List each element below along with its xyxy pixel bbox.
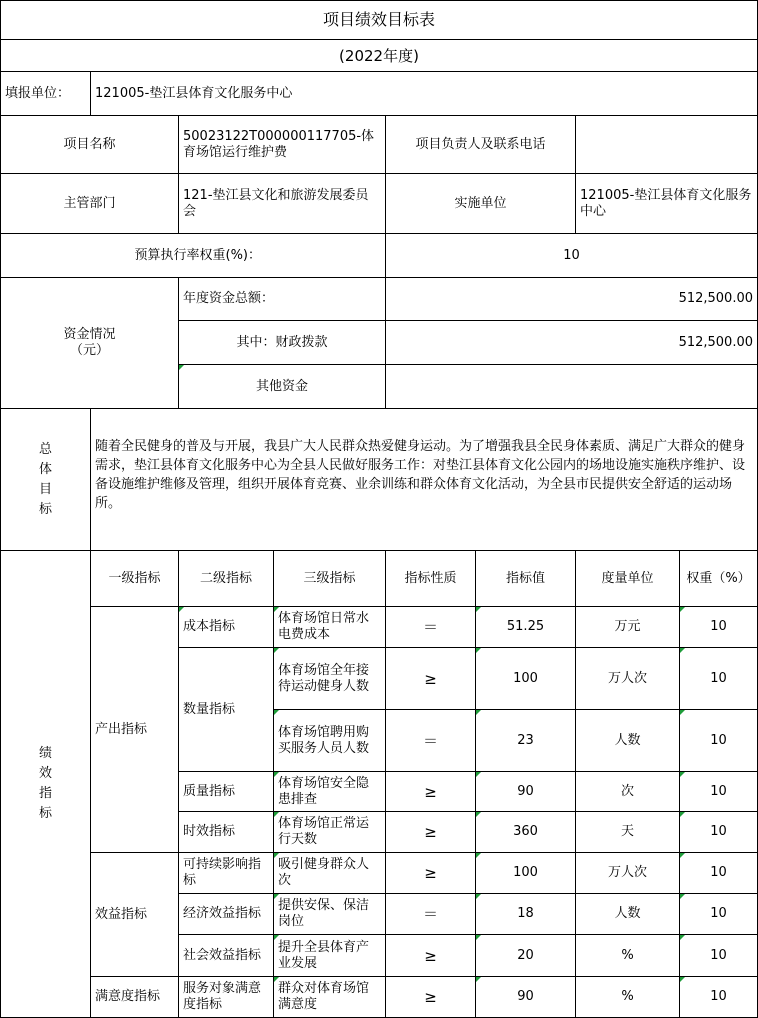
row-unit: 人数 [576, 894, 680, 935]
row-weight: 10 [680, 935, 758, 977]
level2-economic: 经济效益指标 [179, 894, 274, 935]
project-name-value: 50023122T000000117705-体育场馆运行维护费 [179, 116, 386, 174]
row-weight: 10 [680, 812, 758, 853]
performance-indicator-char-1: 绩 [38, 746, 52, 761]
row-value: 20 [476, 935, 576, 977]
funds-other-value [386, 365, 758, 409]
overall-goal-char-4: 标 [38, 501, 52, 517]
overall-goal-char-3: 目 [38, 481, 52, 497]
funds-total-label: 年度资金总额： [179, 278, 386, 321]
funds-total-value: 512,500.00 [386, 278, 758, 321]
row-value: 100 [476, 853, 576, 894]
level1-satisfaction: 满意度指标 [91, 977, 179, 1018]
level2-quality: 质量指标 [179, 772, 274, 812]
level2-social: 社会效益指标 [179, 935, 274, 977]
level2-quantity: 数量指标 [179, 648, 274, 772]
level2-timeliness: 时效指标 [179, 812, 274, 853]
row-level3: 体育场馆聘用购买服务人员人数 [274, 710, 386, 772]
header-nature: 指标性质 [386, 551, 476, 607]
row-nature: ＝ [386, 710, 476, 772]
reporting-unit-label: 填报单位： [0, 72, 91, 116]
row-unit: 次 [576, 772, 680, 812]
implementing-unit-label: 实施单位 [386, 174, 576, 234]
header-value: 指标值 [476, 551, 576, 607]
overall-goal-char-2: 体 [38, 461, 52, 477]
row-unit: % [576, 935, 680, 977]
project-contact-label: 项目负责人及联系电话 [386, 116, 576, 174]
sheet-title: 项目绩效目标表 [0, 0, 758, 40]
project-contact-value [576, 116, 758, 174]
row-level3: 体育场馆安全隐患排查 [274, 772, 386, 812]
row-nature: ≥ [386, 648, 476, 710]
row-value: 51.25 [476, 607, 576, 648]
row-nature: ＝ [386, 607, 476, 648]
project-name-label: 项目名称 [0, 116, 179, 174]
row-value: 100 [476, 648, 576, 710]
row-value: 18 [476, 894, 576, 935]
funds-label [0, 278, 179, 409]
row-nature: ≥ [386, 853, 476, 894]
row-nature: ≥ [386, 977, 476, 1018]
row-unit: 万元 [576, 607, 680, 648]
row-nature: ≥ [386, 772, 476, 812]
overall-goal-text: 随着全民健身的普及与开展，我县广大人民群众热爱健身运动。为了增强我县全民身体素质、满足广大群众的健身需求，垫江县体育文化服务中心为全县人民做好服务工作：对垫江县体育文化公园内的场地设施实施秩序维护、设备设施维护维修及管理，组织开展体育竞赛、业余训练和群众体育文化活动，为全县市民提供安全舒适的运动场所。 [91, 409, 758, 551]
row-nature: ≥ [386, 812, 476, 853]
overall-goal-char-1: 总 [38, 441, 52, 457]
level2-sustainable: 可持续影响指标 [179, 853, 274, 894]
row-level3: 体育场馆日常水电费成本 [274, 607, 386, 648]
row-unit: 万人次 [576, 853, 680, 894]
row-nature: ≥ [386, 935, 476, 977]
header-weight: 权重（%） [680, 551, 758, 607]
row-weight: 10 [680, 772, 758, 812]
row-unit: 天 [576, 812, 680, 853]
performance-indicator-char-4: 标 [38, 806, 52, 821]
row-unit: % [576, 977, 680, 1018]
row-unit: 人数 [576, 710, 680, 772]
row-weight: 10 [680, 710, 758, 772]
row-level3: 提供安保、保洁岗位 [274, 894, 386, 935]
supervising-dept-value: 121-垫江县文化和旅游发展委员会 [179, 174, 386, 234]
row-level3: 体育场馆正常运行天数 [274, 812, 386, 853]
level2-service-satisfaction: 服务对象满意度指标 [179, 977, 274, 1018]
row-level3: 提升全县体育产业发展 [274, 935, 386, 977]
row-level3: 吸引健身群众人次 [274, 853, 386, 894]
funds-label-line1: 资金情况 [63, 327, 116, 342]
row-value: 360 [476, 812, 576, 853]
row-weight: 10 [680, 853, 758, 894]
funds-fiscal-label: 其中：财政拨款 [179, 321, 386, 365]
level1-output: 产出指标 [91, 607, 179, 853]
header-level1: 一级指标 [91, 551, 179, 607]
performance-indicator-char-3: 指 [38, 786, 52, 801]
performance-indicator-char-2: 效 [38, 766, 52, 781]
row-level3: 群众对体育场馆满意度 [274, 977, 386, 1018]
funds-label-line2: （元） [69, 343, 109, 358]
funds-fiscal-value: 512,500.00 [386, 321, 758, 365]
level1-benefit: 效益指标 [91, 853, 179, 977]
budget-weight-value: 10 [386, 234, 758, 278]
supervising-dept-label: 主管部门 [0, 174, 179, 234]
row-weight: 10 [680, 648, 758, 710]
row-level3: 体育场馆全年接待运动健身人数 [274, 648, 386, 710]
budget-weight-label: 预算执行率权重(%)： [0, 234, 386, 278]
row-weight: 10 [680, 894, 758, 935]
header-level2: 二级指标 [179, 551, 274, 607]
row-unit: 万人次 [576, 648, 680, 710]
performance-indicator-label [0, 551, 91, 1018]
sheet-year: (2022年度) [0, 40, 758, 72]
row-weight: 10 [680, 607, 758, 648]
row-value: 90 [476, 977, 576, 1018]
header-level3: 三级指标 [274, 551, 386, 607]
implementing-unit-value: 121005-垫江县体育文化服务中心 [576, 174, 758, 234]
row-weight: 10 [680, 977, 758, 1018]
header-unit: 度量单位 [576, 551, 680, 607]
overall-goal-label [0, 409, 91, 551]
row-value: 90 [476, 772, 576, 812]
row-nature: ＝ [386, 894, 476, 935]
reporting-unit-value: 121005-垫江县体育文化服务中心 [91, 72, 758, 116]
level2-cost: 成本指标 [179, 607, 274, 648]
funds-other-label: 其他资金 [179, 365, 386, 409]
row-value: 23 [476, 710, 576, 772]
